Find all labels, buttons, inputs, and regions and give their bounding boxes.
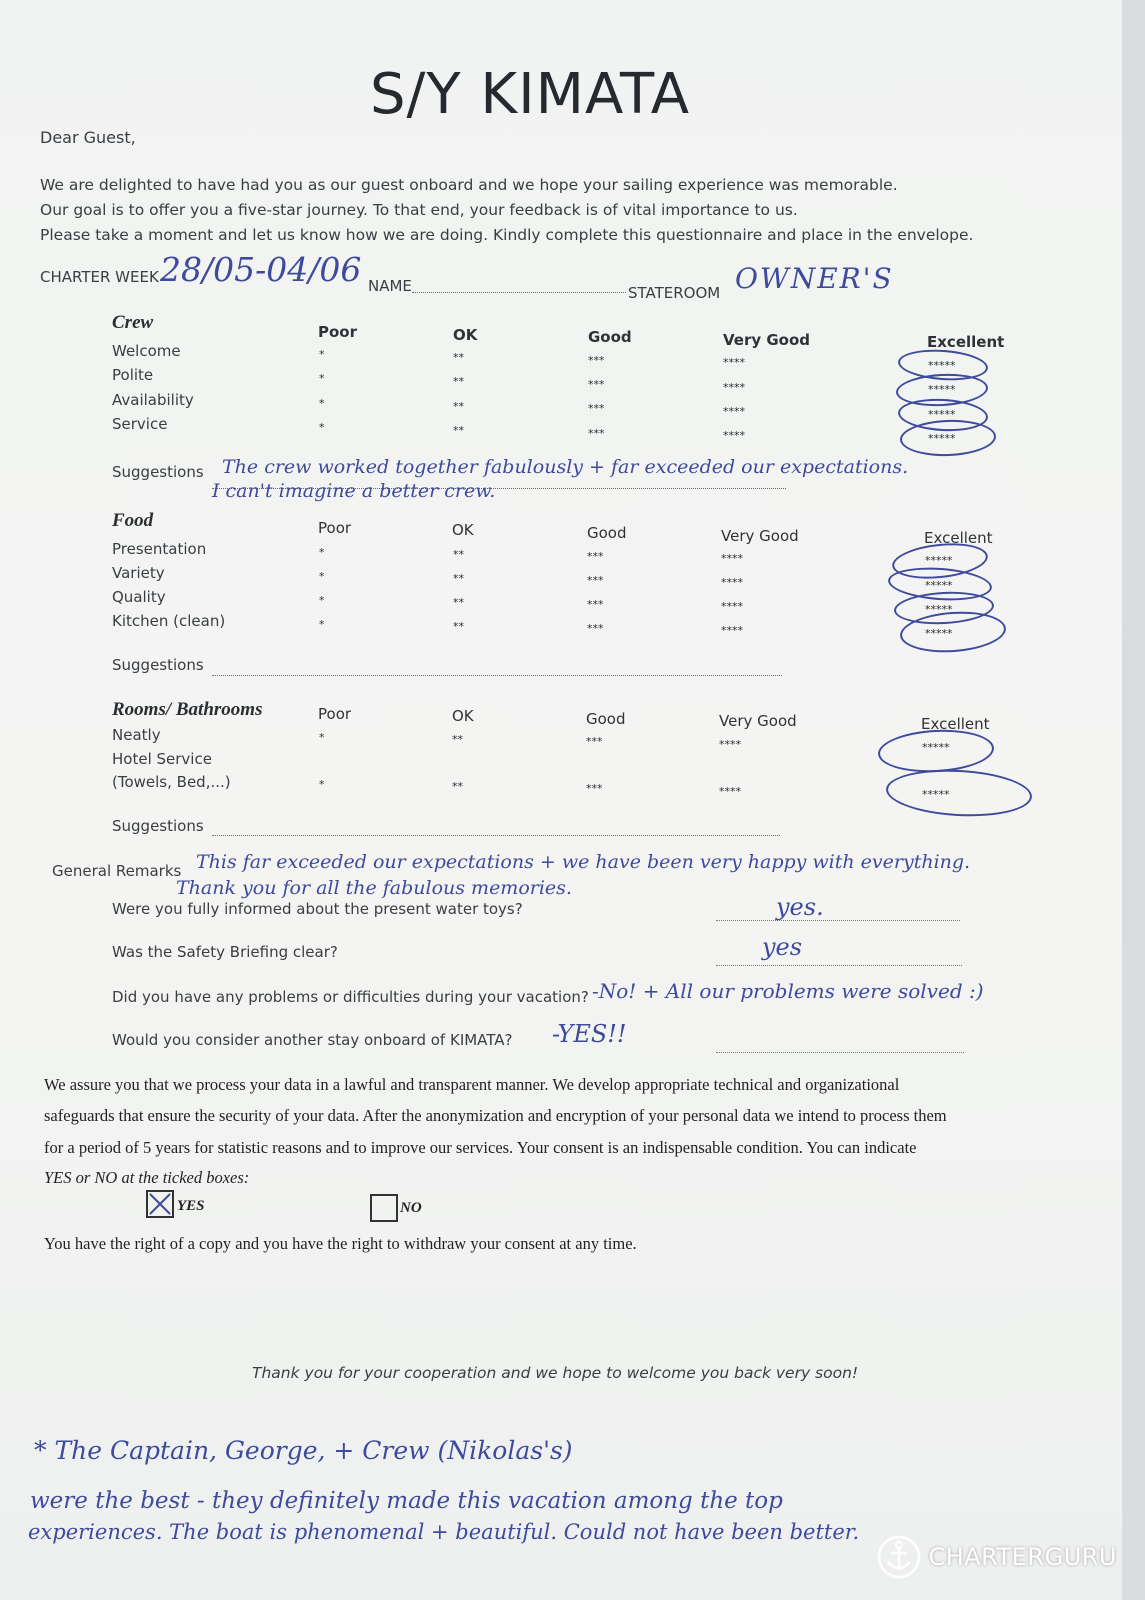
rooms-suggestions-label: Suggestions — [112, 817, 204, 835]
crew-col-excellent: Excellent — [927, 333, 1005, 351]
rating-option-selected[interactable]: ***** — [922, 788, 950, 801]
rating-option[interactable]: * — [319, 594, 325, 607]
answer-another-stay[interactable]: -YES!! — [552, 1020, 627, 1048]
rating-option[interactable]: * — [319, 778, 325, 791]
rating-option-selected[interactable]: ***** — [925, 627, 953, 640]
rating-option[interactable]: ** — [453, 620, 464, 633]
rating-option-selected[interactable]: ***** — [928, 359, 956, 372]
rating-option[interactable]: ** — [453, 596, 464, 609]
rating-option[interactable]: * — [319, 731, 325, 744]
rating-option[interactable]: *** — [587, 550, 604, 563]
rooms-suggestions-line[interactable] — [212, 835, 780, 836]
answer-line-another-stay — [716, 1052, 964, 1053]
rating-option-selected[interactable]: ***** — [922, 741, 950, 754]
rating-option[interactable]: * — [319, 546, 325, 559]
footer-note-line-2: were the best - they definitely made this vacation among the top — [30, 1488, 783, 1514]
rating-option[interactable]: *** — [587, 598, 604, 611]
rating-option[interactable]: ** — [453, 548, 464, 561]
food-col-very-good: Very Good — [721, 527, 799, 545]
food-item-variety: Variety — [112, 564, 165, 582]
rooms-item-neatly: Neatly — [112, 726, 161, 744]
food-col-good: Good — [587, 524, 627, 542]
greeting: Dear Guest, — [40, 128, 136, 147]
food-suggestions-label: Suggestions — [112, 656, 204, 674]
rating-option[interactable]: ** — [453, 351, 464, 364]
anchor-logo-icon — [876, 1534, 922, 1580]
answer-line-safety-briefing — [716, 965, 962, 966]
crew-col-very-good: Very Good — [723, 331, 811, 349]
charter-week-label: CHARTER WEEK — [40, 268, 159, 286]
rating-option[interactable]: ** — [453, 375, 464, 388]
rating-option[interactable]: **** — [719, 738, 741, 751]
crew-item-polite: Polite — [112, 366, 154, 384]
checkmark-x-icon — [148, 1192, 172, 1216]
general-remarks-label: General Remarks — [52, 862, 182, 880]
rating-option[interactable]: * — [319, 348, 325, 361]
intro-line-1: We are delighted to have had you as our guest onboard and we hope your sailing experience was memorable. — [40, 176, 898, 194]
consent-no-checkbox[interactable] — [370, 1194, 398, 1222]
crew-item-availability: Availability — [112, 391, 194, 409]
crew-item-welcome: Welcome — [112, 342, 181, 360]
question-water-toys: Were you fully informed about the present water toys? — [112, 900, 523, 918]
rooms-col-very-good: Very Good — [719, 712, 797, 730]
rating-option[interactable]: *** — [587, 574, 604, 587]
name-field[interactable] — [412, 292, 626, 293]
rating-option[interactable]: ** — [453, 400, 464, 413]
thanks-text: Thank you for your cooperation and we hope to welcome you back very soon! — [252, 1364, 859, 1382]
rating-option[interactable]: *** — [588, 427, 605, 440]
rating-option[interactable]: **** — [723, 429, 745, 442]
food-item-kitchen: Kitchen (clean) — [112, 612, 226, 630]
rating-option-selected[interactable]: ***** — [925, 579, 953, 592]
privacy-line-1: We assure you that we process your data in a lawful and transparent manner. We develop appropriate technical and organizational — [44, 1075, 900, 1094]
rating-option[interactable]: *** — [588, 378, 605, 391]
rooms-col-ok: OK — [452, 707, 474, 725]
crew-col-poor: Poor — [318, 323, 358, 341]
rating-option[interactable]: **** — [721, 600, 743, 613]
food-col-excellent: Excellent — [924, 529, 993, 547]
rating-option[interactable]: * — [319, 618, 325, 631]
section-title-food: Food — [112, 510, 154, 531]
food-col-ok: OK — [452, 521, 474, 539]
answer-line-water-toys — [716, 920, 960, 921]
rating-option[interactable]: *** — [588, 402, 605, 415]
privacy-line-4: YES or NO at the ticked boxes: — [44, 1168, 250, 1187]
intro-line-3: Please take a moment and let us know how we are doing. Kindly complete this questionnaire and place in the envelope. — [40, 226, 974, 244]
general-remarks-value-1[interactable]: This far exceeded our expectations + we have been very happy with everything. — [196, 851, 971, 873]
rating-option-selected[interactable]: ***** — [928, 383, 956, 396]
food-col-poor: Poor — [318, 519, 352, 537]
consent-no-label: NO — [400, 1200, 422, 1216]
rating-option[interactable]: * — [319, 421, 325, 434]
rooms-neatly-excellent-circle — [877, 727, 995, 775]
rating-option[interactable]: * — [319, 570, 325, 583]
rating-option[interactable]: **** — [723, 356, 745, 369]
question-problems: Did you have any problems or difficulties during your vacation? — [112, 988, 589, 1006]
rating-option-selected[interactable]: ***** — [928, 408, 956, 421]
rating-option[interactable]: **** — [723, 381, 745, 394]
question-another-stay: Would you consider another stay onboard of KIMATA? — [112, 1031, 513, 1049]
rating-option[interactable]: **** — [723, 405, 745, 418]
rating-option[interactable]: **** — [721, 552, 743, 565]
name-label: NAME — [368, 277, 412, 295]
crew-col-ok: OK — [453, 326, 478, 344]
rights-text: You have the right of a copy and you have the right to withdraw your consent at any time. — [44, 1234, 637, 1253]
question-safety-briefing: Was the Safety Briefing clear? — [112, 943, 338, 961]
rooms-col-good: Good — [586, 710, 626, 728]
intro-line-2: Our goal is to offer you a five-star journey. To that end, your feedback is of vital importance to us. — [40, 201, 798, 219]
rating-option-selected[interactable]: ***** — [925, 603, 953, 616]
food-suggestions-line[interactable] — [212, 675, 782, 676]
rooms-col-excellent: Excellent — [921, 715, 990, 733]
footer-note-line-1: * The Captain, George, + Crew (Nikolas's) — [34, 1436, 573, 1465]
rooms-item-hotel-service: Hotel Service — [112, 750, 212, 768]
rooms-item-towels-bed: (Towels, Bed,...) — [112, 773, 231, 791]
crew-col-good: Good — [588, 328, 632, 346]
answer-safety-briefing[interactable]: yes — [762, 933, 803, 961]
privacy-line-3: for a period of 5 years for statistic reasons and to improve our services. Your consent is an indispensable condition. You can indicate — [44, 1138, 917, 1157]
rating-option[interactable]: *** — [587, 622, 604, 635]
rating-option[interactable]: ** — [453, 424, 464, 437]
crew-suggestions-value-2[interactable]: I can't imagine a better crew. — [212, 480, 496, 502]
rating-option[interactable]: *** — [586, 735, 603, 748]
rating-option-selected[interactable]: ***** — [925, 554, 953, 567]
consent-yes-label: YES — [177, 1198, 205, 1214]
crew-item-service: Service — [112, 415, 168, 433]
section-title-crew: Crew — [112, 312, 154, 333]
rating-option[interactable]: **** — [721, 624, 743, 637]
form-title: S/Y KIMATA — [370, 62, 691, 127]
stateroom-label: STATEROOM — [628, 284, 721, 302]
stateroom-value[interactable]: OWNER'S — [735, 262, 894, 295]
rating-option[interactable]: *** — [588, 354, 605, 367]
consent-yes-checkbox[interactable] — [146, 1190, 174, 1218]
privacy-line-2: safeguards that ensure the security of your data. After the anonymization and encryption of your personal data we intend to process them — [44, 1106, 947, 1125]
rooms-hotel-service-excellent-circle — [885, 766, 1033, 820]
answer-problems[interactable]: -No! + All our problems were solved :) — [592, 979, 984, 1003]
charterguru-watermark — [876, 1534, 1117, 1580]
rating-option[interactable]: ** — [453, 572, 464, 585]
answer-water-toys[interactable]: yes. — [776, 893, 824, 921]
food-item-presentation: Presentation — [112, 540, 207, 558]
rating-option[interactable]: ** — [452, 733, 463, 746]
rooms-col-poor: Poor — [318, 705, 352, 723]
food-item-quality: Quality — [112, 588, 166, 606]
rating-option[interactable]: **** — [719, 785, 741, 798]
crew-suggestions-label: Suggestions — [112, 463, 204, 481]
rating-option-selected[interactable]: ***** — [928, 432, 956, 445]
rating-option[interactable]: **** — [721, 576, 743, 589]
charter-week-value[interactable]: 28/05-04/06 — [160, 250, 362, 289]
section-title-rooms: Rooms/ Bathrooms — [112, 699, 263, 720]
rating-option[interactable]: * — [319, 372, 325, 385]
rating-option[interactable]: * — [319, 397, 325, 410]
crew-suggestions-value-1[interactable]: The crew worked together fabulously + far exceeded our expectations. — [222, 456, 909, 478]
watermark-text: CHARTERGURU — [928, 1543, 1117, 1571]
rating-option[interactable]: *** — [586, 782, 603, 795]
footer-note-line-3: experiences. The boat is phenomenal + beautiful. Could not have been better. — [28, 1520, 860, 1544]
general-remarks-value-2[interactable]: Thank you for all the fabulous memories. — [176, 877, 572, 899]
rating-option[interactable]: ** — [452, 780, 463, 793]
